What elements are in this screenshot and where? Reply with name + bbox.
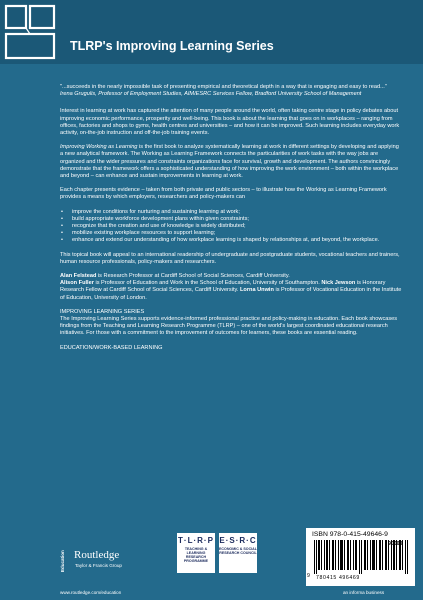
author-name: Alan Felstead bbox=[60, 273, 97, 280]
list-item: • build appropriate workforce development plans within given constraints; bbox=[70, 216, 402, 223]
series-title: TLRP's Improving Learning Series bbox=[70, 39, 274, 53]
series-description: The Improving Learning Series supports evidence-informed professional practice and policy-making in education. Each book showcases findings from the Teaching and Learning Research Programme (TLRP) – one of the world's largest coordinated educational research initiatives. For those with a commitment to the improvement of outcomes for learners, these books are essential reading. bbox=[60, 316, 398, 337]
list-item: • recognize that the creation and use of knowledge is widely distributed; bbox=[70, 223, 402, 230]
author-bio: is Professor of Education and Work in the School of Education, University of Southampton. bbox=[93, 280, 322, 287]
esrc-logo bbox=[219, 533, 257, 573]
barcode-price-code: 90000 bbox=[388, 541, 403, 547]
publisher-url: www.routledge.com/education bbox=[60, 590, 122, 595]
tlrp-logo-text: TEACHING & LEARNING RESEARCH PROGRAMME bbox=[183, 547, 209, 563]
series-logo-icon bbox=[0, 0, 60, 64]
isbn-number: ISBN 978-0-415-49646-9 bbox=[312, 531, 388, 538]
paragraph-2-text: is the first book to analyze systematically learning at work in different settings by developing and applying a new analytical framework. The Working as Learning Framework connects the particularities of work tasks with the way jobs are organized and the wider pressures and constraints organizations face for survival, growth and development. The authors convincingly demonstrate that the framework offers a sophisticated understanding of how improving the work environment – both within the workplace and beyond – can enhance and sustain improvements in learning at work. bbox=[60, 144, 399, 180]
barcode-first-digit: 9 bbox=[307, 573, 310, 579]
publisher-imprint-label: Education bbox=[60, 550, 65, 572]
header-band bbox=[0, 0, 423, 64]
benefits-list bbox=[60, 209, 402, 245]
subject-category: EDUCATION/WORK-BASED LEARNING bbox=[60, 344, 163, 351]
audience-paragraph: This topical book will appeal to an international readership of undergraduate and postgraduate students, vocational teachers and trainers, human resource professionals, policy-makers and researchers. bbox=[60, 251, 400, 265]
tlrp-logo-letters: T·L·R·P bbox=[178, 536, 214, 545]
endorsement bbox=[60, 84, 402, 98]
author-bio: is Professor of Vocational Education in the Institute of Education, University of London. bbox=[60, 287, 402, 301]
author-name: Nick Jewson bbox=[321, 280, 356, 287]
publisher-group: Taylor & Francis Group bbox=[75, 563, 122, 568]
series-heading: IMPROVING LEARNING SERIES bbox=[60, 308, 145, 315]
barcode-digits: 780415 496469 bbox=[316, 575, 360, 581]
endorsement-attribution: Irena Grugulis, Professor of Employment Studies, AIM/ESRC Services Fellow, Bradford University School of Management bbox=[60, 91, 362, 98]
endorsement-quote: "...succeeds in the nearly impossible task of presenting empirical and theoretical depth in a way that is engaging and easy to read..." bbox=[60, 84, 387, 90]
esrc-logo-letters: E·S·R·C bbox=[219, 536, 257, 545]
description-paragraph-1: Interest in learning at work has captured the attention of many people around the world, often taking centre stage in policy debates about improving economic performance, prosperity and well-being. This book is about the learning that goes on in workplaces – ranging from offices, factories and shops to gyms, health centres and universities – and how it can be improved. Such learning includes everyday work activity, on-the-job instruction and off-the-job training events. bbox=[60, 108, 400, 137]
list-item: • mobilize existing workplace resources to support learning; bbox=[70, 230, 402, 237]
author-bio: is Honorary Research Fellow at Cardiff School of Social Sciences, Cardiff University. bbox=[60, 280, 386, 294]
back-cover-text bbox=[60, 84, 402, 359]
description-paragraph-2 bbox=[60, 144, 402, 180]
tlrp-logo bbox=[177, 533, 215, 573]
isbn-barcode bbox=[306, 528, 415, 586]
informa-tagline: an informa business bbox=[343, 590, 385, 595]
author-bios bbox=[60, 273, 402, 302]
author-name: Lorna Unwin bbox=[240, 287, 274, 294]
publisher-name: Routledge bbox=[74, 549, 120, 561]
list-item: • enhance and extend our understanding of how workplace learning is shaped by relationships at, and beyond, the workplace. bbox=[70, 237, 402, 244]
author-bio: is Research Professor at Cardiff School of Social Sciences, Cardiff University. bbox=[96, 273, 290, 280]
esrc-logo-text: ECONOMIC & SOCIAL RESEARCH COUNCIL bbox=[219, 547, 257, 555]
list-item: • improve the conditions for nurturing and sustaining learning at work; bbox=[70, 209, 402, 216]
author-name: Alison Fuller bbox=[60, 280, 94, 287]
book-title-inline: Improving Working as Learning bbox=[60, 144, 138, 151]
description-paragraph-3: Each chapter presents evidence – taken from both private and public sectors – to illustrate how the Working as Learning Framework provides a means by which employers, researchers and policy-makers can bbox=[60, 187, 387, 201]
